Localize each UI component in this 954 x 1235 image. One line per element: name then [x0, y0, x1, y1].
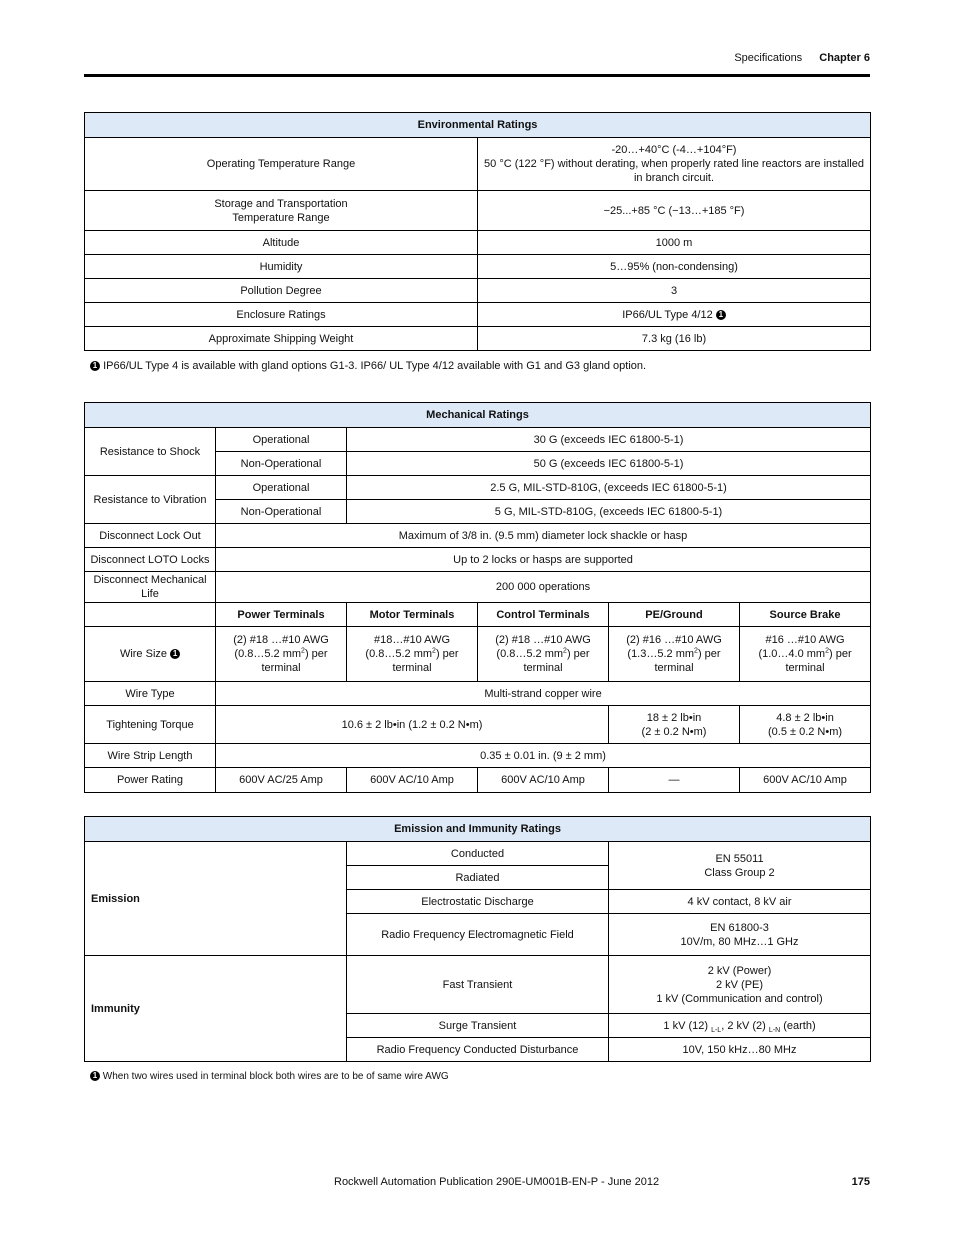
mech-value: 30 G (exceeds IEC 61800-5-1) [347, 428, 871, 452]
mech-label: Wire Type [85, 682, 216, 706]
footnote-marker-icon: 1 [90, 361, 100, 371]
env-value: IP66/UL Type 4/12 1 [478, 303, 871, 327]
wire-size-cell: #16 …#10 AWG (1.0…4.0 $mm^2$) per terminal [740, 627, 871, 682]
env-label: Pollution Degree [85, 279, 478, 303]
env-label: Storage and Transportation Temperature Range [85, 191, 478, 231]
col-header: Motor Terminals [347, 603, 478, 627]
header-section: Specifications [734, 52, 803, 64]
mech-value: 4.8 ± 2 lb•in (0.5 ± 0.2 N•m) [740, 706, 871, 744]
mech-sublabel: Operational [216, 428, 347, 452]
emi-value: EN 55011 Class Group 2 [609, 842, 871, 890]
wire-size-cell: (2) #16 …#10 AWG (1.3…5.2 $mm^2$) per terminal [609, 627, 740, 682]
mech-title: Mechanical Ratings [85, 403, 871, 428]
footnote-marker-icon: 1 [716, 310, 726, 320]
wire-size-cell: #18…#10 AWG (0.8…5.2 $mm^2$) per terminal [347, 627, 478, 682]
env-value: 3 [478, 279, 871, 303]
mech-label: Disconnect Lock Out [85, 524, 216, 548]
mech-value: 18 ± 2 lb•in (2 ± 0.2 N•m) [609, 706, 740, 744]
emi-title: Emission and Immunity Ratings [85, 817, 871, 842]
col-header: Control Terminals [478, 603, 609, 627]
env-value: 7.3 kg (16 lb) [478, 327, 871, 351]
emi-value: EN 61800-3 10V/m, 80 MHz…1 GHz [609, 914, 871, 956]
env-value: -20…+40°C (-4…+104°F) 50 °C (122 °F) without derating, when properly rated line reactors are installed in branch circuit. [478, 138, 871, 191]
mech-label: Wire Size 1 [85, 627, 216, 682]
env-footnote: 1 IP66/UL Type 4 is available with gland options G1-3. IP66/ UL Type 4/12 available with G1 and G3 gland option. [90, 360, 646, 372]
wire-size-cell: (2) #18 …#10 AWG (0.8…5.2 $mm^2$) per terminal [216, 627, 347, 682]
mech-value: 600V AC/10 Amp [740, 768, 871, 793]
env-value: −25...+85 °C (−13…+185 °F) [478, 191, 871, 231]
emi-item: Fast Transient [347, 956, 609, 1014]
footnote-marker-icon: 1 [90, 1071, 100, 1081]
mech-label: Disconnect LOTO Locks [85, 548, 216, 572]
mech-value: Up to 2 locks or hasps are supported [216, 548, 871, 572]
env-value: 5…95% (non-condensing) [478, 255, 871, 279]
col-header: PE/Ground [609, 603, 740, 627]
mech-value: 10.6 ± 2 lb•in (1.2 ± 0.2 N•m) [216, 706, 609, 744]
mech-label: Tightening Torque [85, 706, 216, 744]
emi-value: 1 kV (12) $_{L-L}$, 2 kV (2) $_{L-N}$ (earth) [609, 1014, 871, 1038]
env-label: Approximate Shipping Weight [85, 327, 478, 351]
env-title: Environmental Ratings [85, 113, 871, 138]
env-label: Operating Temperature Range [85, 138, 478, 191]
mech-label: Disconnect Mechanical Life [85, 572, 216, 603]
page-number: 175 [851, 1176, 870, 1188]
footer-publication: Rockwell Automation Publication 290E-UM001B-EN-P - June 2012 [334, 1176, 660, 1188]
env-label: Humidity [85, 255, 478, 279]
mech-value: 5 G, MIL-STD-810G, (exceeds IEC 61800-5-1) [347, 500, 871, 524]
emi-item: Radiated [347, 866, 609, 890]
footnote-marker-icon: 1 [170, 649, 180, 659]
mech-value: Multi-strand copper wire [216, 682, 871, 706]
mech-sublabel: Non-Operational [216, 500, 347, 524]
header-rule [84, 74, 870, 77]
mech-value: 0.35 ± 0.01 in. (9 ± 2 mm) [216, 744, 871, 768]
mech-value: 50 G (exceeds IEC 61800-5-1) [347, 452, 871, 476]
mech-label: Wire Strip Length [85, 744, 216, 768]
wire-size-cell: (2) #18 …#10 AWG (0.8…5.2 $mm^2$) per terminal [478, 627, 609, 682]
emi-item: Electrostatic Discharge [347, 890, 609, 914]
mech-sublabel: Non-Operational [216, 452, 347, 476]
emi-item: Conducted [347, 842, 609, 866]
mechanical-ratings-table [84, 402, 871, 793]
page-header [734, 52, 870, 64]
col-header: Source Brake [740, 603, 871, 627]
emi-value: 10V, 150 kHz…80 MHz [609, 1038, 871, 1062]
mech-value: 600V AC/10 Amp [478, 768, 609, 793]
mech-value: 200 000 operations [216, 572, 871, 603]
mech-value: Maximum of 3/8 in. (9.5 mm) diameter lock shackle or hasp [216, 524, 871, 548]
env-label: Enclosure Ratings [85, 303, 478, 327]
mech-label: Resistance to Vibration [85, 476, 216, 524]
header-chapter: Chapter 6 [819, 52, 870, 64]
mech-label: Power Rating [85, 768, 216, 793]
wire-footnote: 1 When two wires used in terminal block both wires are to be of same wire AWG [90, 1071, 449, 1082]
col-header: Power Terminals [216, 603, 347, 627]
immunity-label: Immunity [85, 956, 347, 1062]
emi-item: Radio Frequency Electromagnetic Field [347, 914, 609, 956]
emi-item: Surge Transient [347, 1014, 609, 1038]
env-value: 1000 m [478, 231, 871, 255]
emission-immunity-table [84, 816, 871, 1062]
emi-item: Radio Frequency Conducted Disturbance [347, 1038, 609, 1062]
mech-label: Resistance to Shock [85, 428, 216, 476]
environmental-ratings-table [84, 112, 871, 351]
mech-value: — [609, 768, 740, 793]
env-label: Altitude [85, 231, 478, 255]
mech-value: 600V AC/25 Amp [216, 768, 347, 793]
emi-value: 4 kV contact, 8 kV air [609, 890, 871, 914]
mech-value: 2.5 G, MIL-STD-810G, (exceeds IEC 61800-5-1) [347, 476, 871, 500]
mech-blank [85, 603, 216, 627]
emi-value: 2 kV (Power) 2 kV (PE) 1 kV (Communication and control) [609, 956, 871, 1014]
mech-value: 600V AC/10 Amp [347, 768, 478, 793]
mech-sublabel: Operational [216, 476, 347, 500]
emission-label: Emission [85, 842, 347, 956]
